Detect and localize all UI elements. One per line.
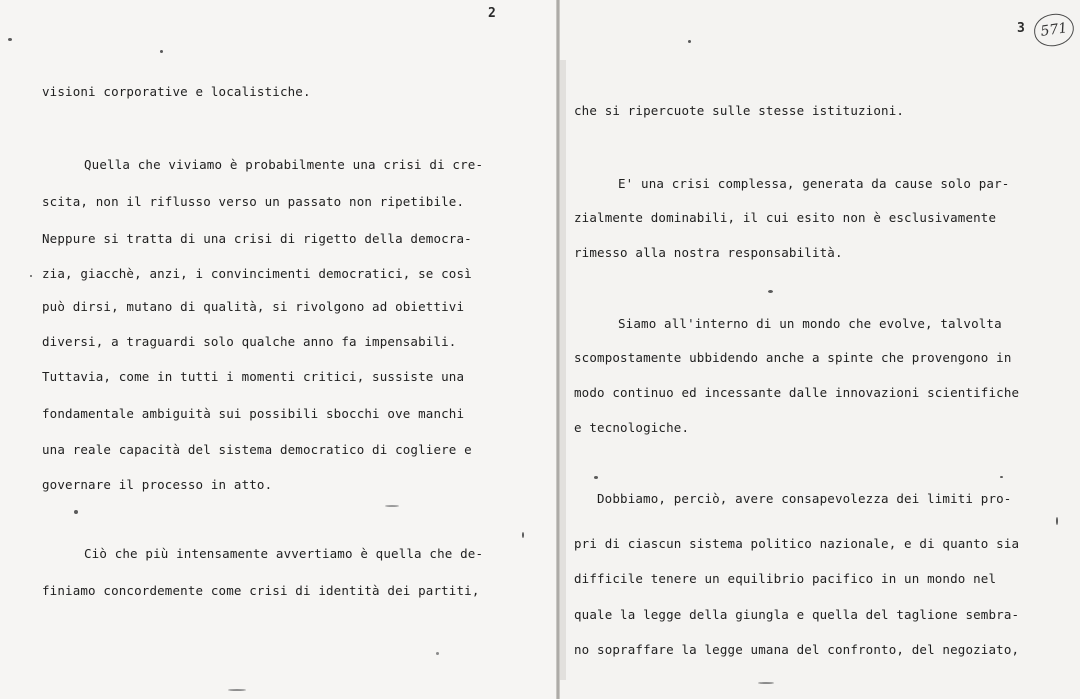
scan-speck xyxy=(30,275,32,277)
right-page xyxy=(560,0,1080,699)
text-line: difficile tenere un equilibrio pacifico in un mondo nel xyxy=(574,571,997,586)
scan-speck xyxy=(1056,517,1058,525)
scan-speck xyxy=(74,510,78,514)
text-line: Neppure si tratta di una crisi di rigetto della democra- xyxy=(42,231,472,246)
text-line: Siamo all'interno di un mondo che evolve, talvolta xyxy=(618,316,1002,331)
text-line: modo continuo ed incessante dalle innovazioni scientifiche xyxy=(574,385,1020,400)
scan-speck xyxy=(688,40,691,43)
text-line: E' una crisi complessa, generata da cause solo par- xyxy=(618,176,1010,191)
scan-speck xyxy=(758,682,774,684)
text-line: fondamentale ambiguità sui possibili sbocchi ove manchi xyxy=(42,406,465,421)
scan-speck xyxy=(160,50,163,53)
left-page-number: 2 xyxy=(488,6,496,21)
text-line: governare il processo in atto. xyxy=(42,477,273,492)
scan-speck xyxy=(522,532,524,538)
scan-speck xyxy=(768,290,773,293)
text-line: visioni corporative e localistiche. xyxy=(42,84,311,99)
text-line: zia, giacchè, anzi, i convincimenti democratici, se così xyxy=(42,266,472,281)
text-line: e tecnologiche. xyxy=(574,420,690,435)
scan-speck xyxy=(1000,476,1003,478)
text-line: una reale capacità del sistema democratico di cogliere e xyxy=(42,442,472,457)
text-line: quale la legge della giungla e quella del taglione sembra- xyxy=(574,607,1020,622)
text-line: Quella che viviamo è probabilmente una crisi di cre- xyxy=(84,157,484,172)
text-line: rimesso alla nostra responsabilità. xyxy=(574,245,843,260)
text-line: zialmente dominabili, il cui esito non è esclusivamente xyxy=(574,210,997,225)
right-page-number: 3 xyxy=(1017,21,1025,36)
scan-speck xyxy=(594,476,598,479)
text-line: può dirsi, mutano di qualità, si rivolgono ad obiettivi xyxy=(42,299,465,314)
text-line: Tuttavia, come in tutti i momenti critici, sussiste una xyxy=(42,369,465,384)
scan-speck xyxy=(436,652,439,655)
archive-stamp xyxy=(1032,11,1076,48)
scan-speck xyxy=(8,38,12,41)
scan-speck xyxy=(385,505,399,507)
text-line: Dobbiamo, perciò, avere consapevolezza dei limiti pro- xyxy=(597,491,1012,506)
archive-stamp-number: 571 xyxy=(1039,20,1069,40)
text-line: finiamo concordemente come crisi di identità dei partiti, xyxy=(42,583,480,598)
text-line: diversi, a traguardi solo qualche anno fa impensabili. xyxy=(42,334,457,349)
scan-speck xyxy=(228,689,246,691)
scan-shadow xyxy=(560,60,566,680)
text-line: Ciò che più intensamente avvertiamo è quella che de- xyxy=(84,546,484,561)
text-line: pri di ciascun sistema politico nazionale, e di quanto sia xyxy=(574,536,1020,551)
text-line: no sopraffare la legge umana del confronto, del negoziato, xyxy=(574,642,1020,657)
text-line: scita, non il riflusso verso un passato non ripetibile. xyxy=(42,194,465,209)
text-line: che si ripercuote sulle stesse istituzioni. xyxy=(574,103,905,118)
text-line: scompostamente ubbidendo anche a spinte che provengono in xyxy=(574,350,1012,365)
